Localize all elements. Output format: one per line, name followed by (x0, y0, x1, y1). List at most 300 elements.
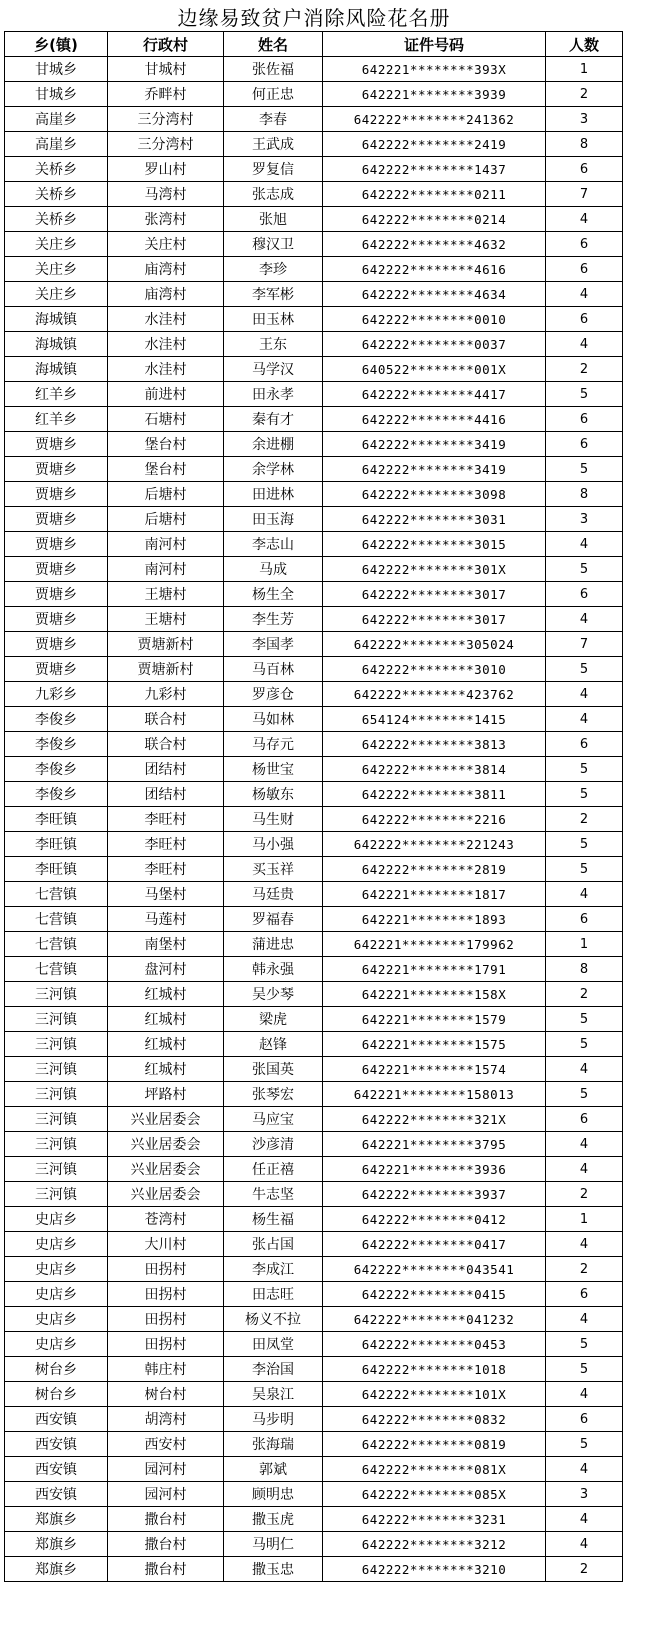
person-name-cell: 张国英 (224, 1057, 323, 1082)
person-name-cell: 李生芳 (224, 607, 323, 632)
table-row (5, 1482, 623, 1507)
household-size-cell: 8 (546, 132, 623, 157)
table-row (5, 507, 623, 532)
id-number-cell: 642222********3031 (323, 507, 546, 532)
id-number-cell: 642222********085X (323, 1482, 546, 1507)
household-size-cell: 4 (546, 882, 623, 907)
township-cell: 贾塘乡 (5, 632, 108, 657)
village-cell: 王塘村 (108, 607, 224, 632)
person-name-cell: 穆汉卫 (224, 232, 323, 257)
village-cell: 罗山村 (108, 157, 224, 182)
table-row (5, 682, 623, 707)
table-row (5, 357, 623, 382)
village-cell: 团结村 (108, 757, 224, 782)
township-cell: 郑旗乡 (5, 1507, 108, 1532)
person-name-cell: 王东 (224, 332, 323, 357)
table-row (5, 932, 623, 957)
table-row (5, 757, 623, 782)
table-row (5, 1082, 623, 1107)
person-name-cell: 田进林 (224, 482, 323, 507)
table-row (5, 307, 623, 332)
id-number-cell: 642221********158013 (323, 1082, 546, 1107)
village-cell: 张湾村 (108, 207, 224, 232)
person-name-cell: 李春 (224, 107, 323, 132)
table-row (5, 257, 623, 282)
household-size-cell: 5 (546, 1032, 623, 1057)
person-name-cell: 罗复信 (224, 157, 323, 182)
township-cell: 三河镇 (5, 1107, 108, 1132)
township-cell: 李俊乡 (5, 707, 108, 732)
id-number-cell: 642222********3813 (323, 732, 546, 757)
person-name-cell: 田凤堂 (224, 1332, 323, 1357)
id-number-cell: 642221********1791 (323, 957, 546, 982)
township-cell: 史店乡 (5, 1207, 108, 1232)
village-cell: 庙湾村 (108, 257, 224, 282)
table-row (5, 1407, 623, 1432)
household-size-cell: 4 (546, 1057, 623, 1082)
person-name-cell: 何正忠 (224, 82, 323, 107)
id-number-cell: 642222********221243 (323, 832, 546, 857)
township-cell: 海城镇 (5, 357, 108, 382)
household-size-cell: 5 (546, 1082, 623, 1107)
person-name-cell: 李军彬 (224, 282, 323, 307)
person-name-cell: 梁虎 (224, 1007, 323, 1032)
township-cell: 海城镇 (5, 307, 108, 332)
table-row (5, 1257, 623, 1282)
household-size-cell: 4 (546, 1457, 623, 1482)
household-size-cell: 2 (546, 82, 623, 107)
village-cell: 苍湾村 (108, 1207, 224, 1232)
id-number-cell: 642222********4616 (323, 257, 546, 282)
household-size-cell: 5 (546, 1357, 623, 1382)
household-size-cell: 4 (546, 607, 623, 632)
id-number-cell: 642222********0211 (323, 182, 546, 207)
table-row (5, 557, 623, 582)
township-cell: 甘城乡 (5, 82, 108, 107)
person-name-cell: 罗福春 (224, 907, 323, 932)
township-cell: 李旺镇 (5, 832, 108, 857)
village-cell: 红城村 (108, 982, 224, 1007)
village-cell: 王塘村 (108, 582, 224, 607)
township-cell: 贾塘乡 (5, 457, 108, 482)
household-size-cell: 4 (546, 532, 623, 557)
township-cell: 李俊乡 (5, 782, 108, 807)
household-size-cell: 2 (546, 982, 623, 1007)
id-number-cell: 642222********2819 (323, 857, 546, 882)
id-number-cell: 642222********4634 (323, 282, 546, 307)
person-name-cell: 马成 (224, 557, 323, 582)
roster-sheet (4, 0, 624, 1582)
village-cell: 联合村 (108, 707, 224, 732)
table-row (5, 1057, 623, 1082)
table-row (5, 107, 623, 132)
household-size-cell: 2 (546, 807, 623, 832)
township-cell: 七营镇 (5, 907, 108, 932)
village-cell: 兴业居委会 (108, 1107, 224, 1132)
village-cell: 后塘村 (108, 507, 224, 532)
village-cell: 田拐村 (108, 1257, 224, 1282)
person-name-cell: 赵锋 (224, 1032, 323, 1057)
township-cell: 史店乡 (5, 1257, 108, 1282)
village-cell: 后塘村 (108, 482, 224, 507)
id-number-cell: 640522********001X (323, 357, 546, 382)
person-name-cell: 马如林 (224, 707, 323, 732)
id-number-cell: 642222********4417 (323, 382, 546, 407)
person-name-cell: 吴少琴 (224, 982, 323, 1007)
id-number-cell: 642222********3017 (323, 607, 546, 632)
village-cell: 田拐村 (108, 1332, 224, 1357)
household-size-cell: 3 (546, 1482, 623, 1507)
header-id-number: 证件号码 (323, 32, 546, 57)
village-cell: 水洼村 (108, 332, 224, 357)
person-name-cell: 杨世宝 (224, 757, 323, 782)
township-cell: 贾塘乡 (5, 532, 108, 557)
household-size-cell: 4 (546, 207, 623, 232)
table-row (5, 607, 623, 632)
table-row (5, 1107, 623, 1132)
table-row (5, 1332, 623, 1357)
household-size-cell: 5 (546, 1007, 623, 1032)
village-cell: 红城村 (108, 1007, 224, 1032)
id-number-cell: 642222********3098 (323, 482, 546, 507)
id-number-cell: 642222********3937 (323, 1182, 546, 1207)
village-cell: 韩庄村 (108, 1357, 224, 1382)
household-size-cell: 2 (546, 1257, 623, 1282)
table-row (5, 332, 623, 357)
person-name-cell: 张占国 (224, 1232, 323, 1257)
village-cell: 兴业居委会 (108, 1182, 224, 1207)
table-body (5, 57, 623, 1582)
id-number-cell: 642222********2419 (323, 132, 546, 157)
household-size-cell: 2 (546, 357, 623, 382)
table-row (5, 532, 623, 557)
person-name-cell: 吴泉江 (224, 1382, 323, 1407)
village-cell: 南堡村 (108, 932, 224, 957)
id-number-cell: 642222********041232 (323, 1307, 546, 1332)
village-cell: 堡台村 (108, 432, 224, 457)
household-size-cell: 4 (546, 1382, 623, 1407)
person-name-cell: 罗彦仓 (224, 682, 323, 707)
person-name-cell: 沙彦清 (224, 1132, 323, 1157)
id-number-cell: 642221********393X (323, 57, 546, 82)
id-number-cell: 642222********321X (323, 1107, 546, 1132)
household-size-cell: 7 (546, 632, 623, 657)
township-cell: 贾塘乡 (5, 557, 108, 582)
person-name-cell: 马生财 (224, 807, 323, 832)
id-number-cell: 642221********1893 (323, 907, 546, 932)
person-name-cell: 任正禧 (224, 1157, 323, 1182)
id-number-cell: 642222********3017 (323, 582, 546, 607)
id-number-cell: 642222********3814 (323, 757, 546, 782)
person-name-cell: 马存元 (224, 732, 323, 757)
person-name-cell: 王武成 (224, 132, 323, 157)
person-name-cell: 秦有才 (224, 407, 323, 432)
household-size-cell: 5 (546, 757, 623, 782)
table-row (5, 1282, 623, 1307)
id-number-cell: 642221********1579 (323, 1007, 546, 1032)
village-cell: 马莲村 (108, 907, 224, 932)
table-row (5, 982, 623, 1007)
person-name-cell: 田玉海 (224, 507, 323, 532)
village-cell: 李旺村 (108, 807, 224, 832)
person-name-cell: 余学林 (224, 457, 323, 482)
header-township: 乡(镇) (5, 32, 108, 57)
village-cell: 红城村 (108, 1057, 224, 1082)
village-cell: 贾塘新村 (108, 632, 224, 657)
township-cell: 树台乡 (5, 1357, 108, 1382)
id-number-cell: 642221********3939 (323, 82, 546, 107)
household-size-cell: 5 (546, 832, 623, 857)
id-number-cell: 642222********3212 (323, 1532, 546, 1557)
household-size-cell: 1 (546, 932, 623, 957)
table-row (5, 632, 623, 657)
id-number-cell: 642222********0453 (323, 1332, 546, 1357)
village-cell: 兴业居委会 (108, 1157, 224, 1182)
person-name-cell: 李治国 (224, 1357, 323, 1382)
table-row (5, 707, 623, 732)
id-number-cell: 642222********3015 (323, 532, 546, 557)
person-name-cell: 张海瑞 (224, 1432, 323, 1457)
id-number-cell: 642221********3795 (323, 1132, 546, 1157)
township-cell: 三河镇 (5, 1057, 108, 1082)
household-size-cell: 6 (546, 582, 623, 607)
township-cell: 高崖乡 (5, 132, 108, 157)
id-number-cell: 642222********3231 (323, 1507, 546, 1532)
person-name-cell: 李国孝 (224, 632, 323, 657)
township-cell: 关桥乡 (5, 207, 108, 232)
id-number-cell: 642222********3811 (323, 782, 546, 807)
township-cell: 史店乡 (5, 1232, 108, 1257)
household-size-cell: 4 (546, 1232, 623, 1257)
table-row (5, 832, 623, 857)
village-cell: 红城村 (108, 1032, 224, 1057)
township-cell: 史店乡 (5, 1332, 108, 1357)
village-cell: 胡湾村 (108, 1407, 224, 1432)
household-size-cell: 5 (546, 382, 623, 407)
township-cell: 关庄乡 (5, 257, 108, 282)
header-village: 行政村 (108, 32, 224, 57)
household-size-cell: 5 (546, 1432, 623, 1457)
id-number-cell: 642222********4416 (323, 407, 546, 432)
household-size-cell: 3 (546, 107, 623, 132)
id-number-cell: 642222********1018 (323, 1357, 546, 1382)
id-number-cell: 642222********3210 (323, 1557, 546, 1582)
village-cell: 盘河村 (108, 957, 224, 982)
township-cell: 李旺镇 (5, 857, 108, 882)
village-cell: 李旺村 (108, 857, 224, 882)
township-cell: 贾塘乡 (5, 607, 108, 632)
table-row (5, 1432, 623, 1457)
village-cell: 九彩村 (108, 682, 224, 707)
table-row (5, 232, 623, 257)
person-name-cell: 顾明忠 (224, 1482, 323, 1507)
id-number-cell: 642222********0415 (323, 1282, 546, 1307)
township-cell: 贾塘乡 (5, 507, 108, 532)
person-name-cell: 杨义不拉 (224, 1307, 323, 1332)
village-cell: 田拐村 (108, 1307, 224, 1332)
household-size-cell: 6 (546, 1407, 623, 1432)
id-number-cell: 654124********1415 (323, 707, 546, 732)
table-row (5, 1157, 623, 1182)
roster-table (4, 31, 623, 1582)
table-row (5, 132, 623, 157)
household-size-cell: 4 (546, 707, 623, 732)
township-cell: 关庄乡 (5, 232, 108, 257)
id-number-cell: 642221********1575 (323, 1032, 546, 1057)
table-row (5, 1032, 623, 1057)
village-cell: 坪路村 (108, 1082, 224, 1107)
table-row (5, 732, 623, 757)
township-cell: 西安镇 (5, 1457, 108, 1482)
person-name-cell: 张佐福 (224, 57, 323, 82)
table-row (5, 182, 623, 207)
village-cell: 庙湾村 (108, 282, 224, 307)
village-cell: 贾塘新村 (108, 657, 224, 682)
table-row (5, 1557, 623, 1582)
person-name-cell: 余进棚 (224, 432, 323, 457)
id-number-cell: 642222********101X (323, 1382, 546, 1407)
sheet-title: 边缘易致贫户消除风险花名册 (177, 6, 451, 30)
township-cell: 史店乡 (5, 1307, 108, 1332)
household-size-cell: 4 (546, 332, 623, 357)
person-name-cell: 蒲进忠 (224, 932, 323, 957)
id-number-cell: 642222********301X (323, 557, 546, 582)
village-cell: 西安村 (108, 1432, 224, 1457)
household-size-cell: 4 (546, 1132, 623, 1157)
household-size-cell: 6 (546, 257, 623, 282)
household-size-cell: 4 (546, 1532, 623, 1557)
township-cell: 李俊乡 (5, 732, 108, 757)
township-cell: 七营镇 (5, 882, 108, 907)
table-row (5, 1007, 623, 1032)
township-cell: 史店乡 (5, 1282, 108, 1307)
village-cell: 撒台村 (108, 1532, 224, 1557)
village-cell: 关庄村 (108, 232, 224, 257)
township-cell: 西安镇 (5, 1482, 108, 1507)
person-name-cell: 张志成 (224, 182, 323, 207)
village-cell: 大川村 (108, 1232, 224, 1257)
township-cell: 三河镇 (5, 1182, 108, 1207)
village-cell: 兴业居委会 (108, 1132, 224, 1157)
village-cell: 堡台村 (108, 457, 224, 482)
village-cell: 撒台村 (108, 1557, 224, 1582)
id-number-cell: 642222********3419 (323, 432, 546, 457)
township-cell: 关桥乡 (5, 182, 108, 207)
township-cell: 关庄乡 (5, 282, 108, 307)
id-number-cell: 642222********0214 (323, 207, 546, 232)
person-name-cell: 韩永强 (224, 957, 323, 982)
person-name-cell: 田志旺 (224, 1282, 323, 1307)
household-size-cell: 2 (546, 1557, 623, 1582)
person-name-cell: 马小强 (224, 832, 323, 857)
household-size-cell: 5 (546, 657, 623, 682)
township-cell: 海城镇 (5, 332, 108, 357)
township-cell: 李旺镇 (5, 807, 108, 832)
header-name: 姓名 (224, 32, 323, 57)
table-row (5, 1207, 623, 1232)
village-cell: 树台村 (108, 1382, 224, 1407)
village-cell: 李旺村 (108, 832, 224, 857)
table-row (5, 407, 623, 432)
id-number-cell: 642222********0417 (323, 1232, 546, 1257)
id-number-cell: 642222********305024 (323, 632, 546, 657)
township-cell: 贾塘乡 (5, 657, 108, 682)
table-row (5, 882, 623, 907)
household-size-cell: 6 (546, 307, 623, 332)
village-cell: 乔畔村 (108, 82, 224, 107)
table-row (5, 1307, 623, 1332)
township-cell: 九彩乡 (5, 682, 108, 707)
township-cell: 三河镇 (5, 1157, 108, 1182)
person-name-cell: 马步明 (224, 1407, 323, 1432)
id-number-cell: 642222********1437 (323, 157, 546, 182)
table-row (5, 157, 623, 182)
township-cell: 郑旗乡 (5, 1557, 108, 1582)
person-name-cell: 田玉林 (224, 307, 323, 332)
id-number-cell: 642222********0010 (323, 307, 546, 332)
township-cell: 贾塘乡 (5, 582, 108, 607)
table-row (5, 807, 623, 832)
village-cell: 马堡村 (108, 882, 224, 907)
village-cell: 联合村 (108, 732, 224, 757)
household-size-cell: 5 (546, 457, 623, 482)
person-name-cell: 买玉祥 (224, 857, 323, 882)
household-size-cell: 5 (546, 782, 623, 807)
household-size-cell: 6 (546, 1107, 623, 1132)
person-name-cell: 马学汉 (224, 357, 323, 382)
person-name-cell: 牛志坚 (224, 1182, 323, 1207)
village-cell: 团结村 (108, 782, 224, 807)
person-name-cell: 田永孝 (224, 382, 323, 407)
id-number-cell: 642221********1817 (323, 882, 546, 907)
village-cell: 南河村 (108, 532, 224, 557)
village-cell: 三分湾村 (108, 107, 224, 132)
person-name-cell: 张琴宏 (224, 1082, 323, 1107)
household-size-cell: 8 (546, 957, 623, 982)
person-name-cell: 马明仁 (224, 1532, 323, 1557)
id-number-cell: 642222********0037 (323, 332, 546, 357)
township-cell: 三河镇 (5, 1132, 108, 1157)
township-cell: 三河镇 (5, 1007, 108, 1032)
household-size-cell: 5 (546, 557, 623, 582)
table-row (5, 1182, 623, 1207)
township-cell: 关桥乡 (5, 157, 108, 182)
household-size-cell: 4 (546, 282, 623, 307)
id-number-cell: 642222********241362 (323, 107, 546, 132)
id-number-cell: 642222********3010 (323, 657, 546, 682)
household-size-cell: 4 (546, 1507, 623, 1532)
table-row (5, 382, 623, 407)
household-size-cell: 3 (546, 507, 623, 532)
village-cell: 三分湾村 (108, 132, 224, 157)
header-row (5, 32, 623, 57)
table-row (5, 857, 623, 882)
township-cell: 李俊乡 (5, 757, 108, 782)
person-name-cell: 马应宝 (224, 1107, 323, 1132)
person-name-cell: 撒玉忠 (224, 1557, 323, 1582)
township-cell: 七营镇 (5, 932, 108, 957)
table-row (5, 282, 623, 307)
township-cell: 西安镇 (5, 1432, 108, 1457)
village-cell: 园河村 (108, 1457, 224, 1482)
table-row (5, 82, 623, 107)
table-row (5, 1357, 623, 1382)
table-row (5, 1532, 623, 1557)
household-size-cell: 6 (546, 157, 623, 182)
household-size-cell: 6 (546, 732, 623, 757)
id-number-cell: 642222********0412 (323, 1207, 546, 1232)
table-row (5, 657, 623, 682)
